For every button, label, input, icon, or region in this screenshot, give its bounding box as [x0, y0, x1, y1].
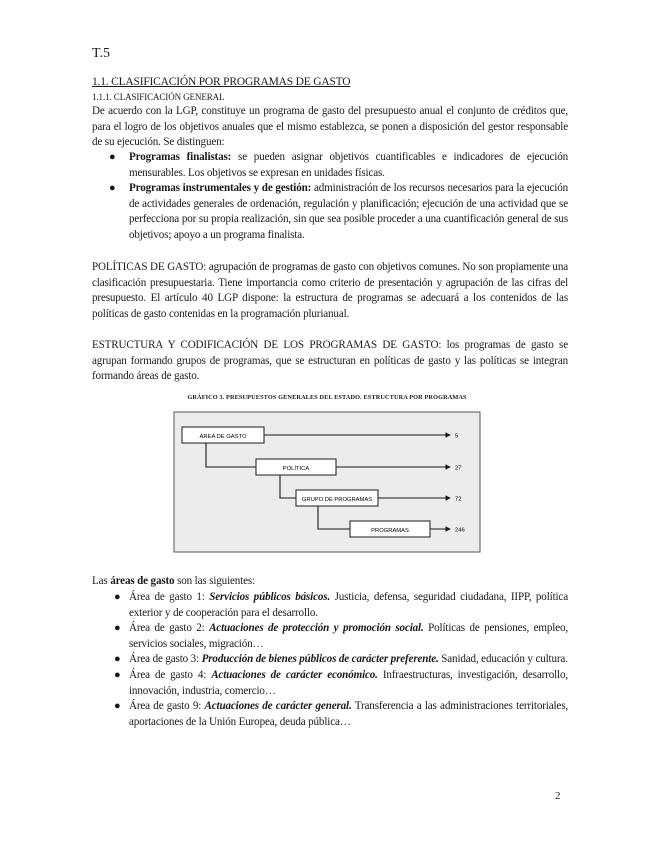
- program-types-list: [92, 150, 568, 244]
- bullet-icon: ●: [114, 591, 121, 603]
- area-name: Actuaciones de carácter general.: [204, 700, 352, 713]
- list-item: [92, 150, 568, 181]
- structure-figure: [168, 390, 486, 554]
- subsection-heading: 1.1.1. CLASIFICACIÓN GENERAL: [92, 92, 225, 102]
- area-text: Infraestructuras, investigación, desarrollo, innovación, industria, comercio…: [129, 668, 568, 697]
- bullet-icon: ●: [109, 182, 116, 195]
- estructura-paragraph: ESTRUCTURA Y CODIFICACIÓN DE LOS PROGRAMAS DE GASTO: los programas de gasto se agrupan formando grupos de programas, que se estructuran en políticas de gasto y las políticas se integran formando áreas de gasto.: [92, 339, 568, 383]
- bullet-icon: ●: [109, 151, 116, 163]
- definition: administración de los recursos necesarios para la ejecución de actividades generales de ordenación, regulación y planificación; ejecución de una actividad que se perfecciona por su propia realización, sin que sea posible proceder a una cuantificación general de sus objetivos; apoyo a un programa finalista.: [129, 182, 569, 241]
- count-grupo-de-programas: 72: [455, 496, 462, 503]
- area-text: Políticas de pensiones, empleo, servicios sociales, migración…: [129, 622, 568, 650]
- topic-label: T.5: [92, 46, 111, 61]
- page-number: 2: [555, 790, 561, 802]
- list-item: [92, 590, 568, 621]
- term: Programas instrumentales y de gestión:: [129, 182, 312, 195]
- area-name: Producción de bienes públicos de carácter preferente.: [201, 653, 439, 666]
- areas-list: [92, 590, 568, 730]
- list-item: [92, 181, 568, 243]
- count-programas: 246: [455, 527, 465, 534]
- area-text: Transferencia a las administraciones territoriales, aportaciones de la Unión Europea, deuda pública…: [129, 700, 568, 728]
- bullet-icon: ●: [114, 700, 121, 713]
- label-area-de-gasto: ÁREA DE GASTO: [199, 434, 247, 440]
- list-item: [92, 668, 568, 699]
- politicas-paragraph: POLÍTICAS DE GASTO: agrupación de programas de gasto con objetivos comunes. No son propiamente una clasificación presupuestaria. Tiene importancia como criterio de presentación y agrupación de las cifras del presupuesto. El artículo 40 LGP dispone: la estructura de programas se adecuará a los contenidos de las políticas de gasto contenidas en la programación plurianual.: [92, 261, 568, 320]
- intro-paragraph: De acuerdo con la LGP, constituye un programa de gasto del presupuesto anual el conjunto de créditos que, para el logro de los objetivos anuales que el mismo establezca, se ponen a disposición del gestor responsable de su ejecución. Se distinguen:: [92, 105, 568, 149]
- list-item: [92, 699, 568, 730]
- section-heading: 1.1. CLASIFICACIÓN POR PROGRAMAS DE GASTO: [92, 76, 351, 88]
- area-name: Actuaciones de carácter económico.: [211, 668, 378, 681]
- label-programas: PROGRAMAS: [371, 528, 409, 534]
- bullet-icon: ●: [114, 622, 121, 635]
- area-prefix: Área de gasto 3:: [129, 653, 202, 666]
- label-politica: POLÍTICA: [282, 466, 310, 472]
- area-prefix: Área de gasto 1:: [129, 591, 210, 603]
- areas-intro-post: son las siguientes:: [174, 575, 255, 587]
- bullet-icon: ●: [114, 668, 121, 681]
- area-prefix: Área de gasto 2:: [129, 622, 210, 635]
- definition: se pueden asignar objetivos cuantificables e indicadores de ejecución mensurables. Los objetivos se expresan en unidades físicas.: [129, 151, 568, 179]
- areas-intro: [92, 574, 568, 590]
- structure-diagram: [168, 390, 486, 554]
- area-text: Sanidad, educación y cultura.: [438, 653, 568, 666]
- term: Programas finalistas:: [129, 151, 232, 163]
- areas-intro-pre: Las: [92, 575, 111, 587]
- count-politica: 27: [455, 465, 462, 472]
- count-area-de-gasto: 5: [455, 433, 459, 440]
- area-text: Justicia, defensa, seguridad ciudadana, IIPP, política exterior y de cooperación para el desarrollo.: [129, 591, 568, 619]
- label-grupo-de-programas: GRUPO DE PROGRAMAS: [301, 497, 373, 503]
- figure-title: GRÁFICO 3. PRESUPUESTOS GENERALES DEL ESTADO. ESTRUCTURA POR PROGRAMAS: [187, 394, 467, 401]
- list-item: [92, 652, 568, 668]
- list-item: [92, 621, 568, 652]
- area-name: Servicios públicos básicos.: [209, 591, 331, 603]
- bullet-icon: ●: [114, 653, 121, 666]
- area-name: Actuaciones de protección y promoción social.: [209, 622, 424, 635]
- area-prefix: Área de gasto 9:: [129, 700, 205, 713]
- area-prefix: Área de gasto 4:: [129, 668, 212, 681]
- areas-intro-bold: áreas de gasto: [110, 575, 175, 587]
